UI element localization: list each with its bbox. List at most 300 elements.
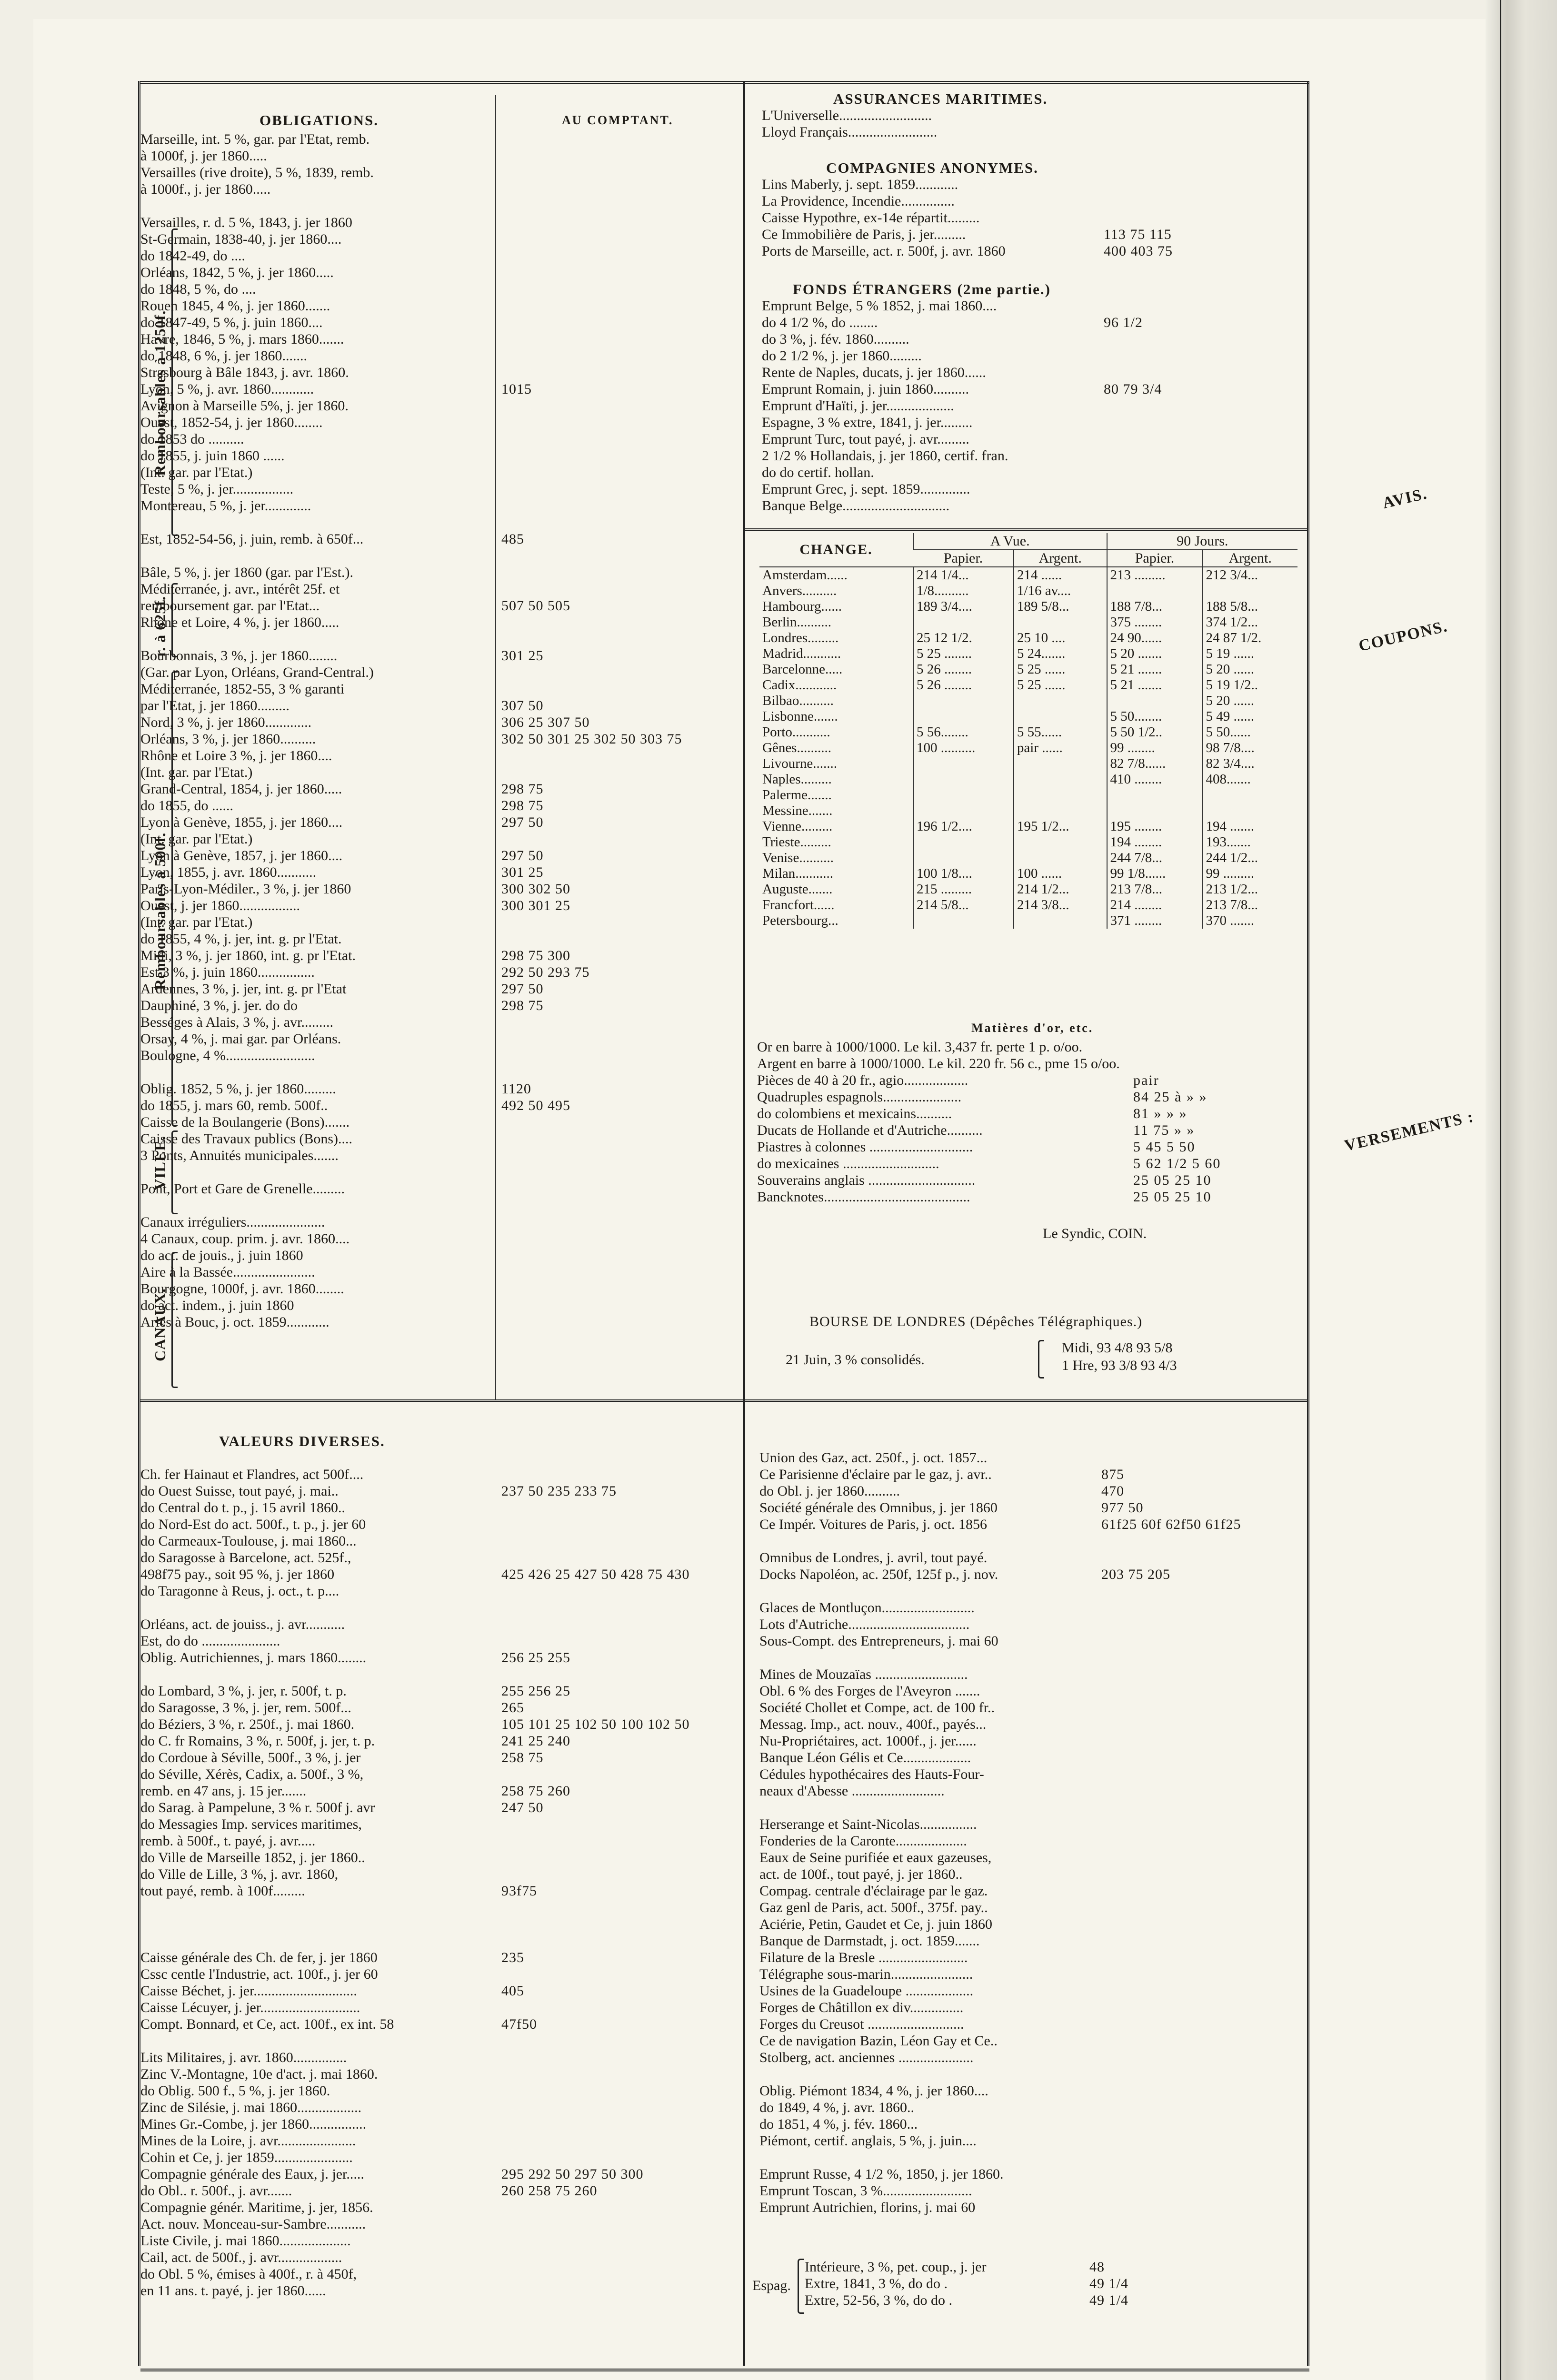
list-row	[140, 198, 682, 214]
list-row	[140, 2232, 690, 2249]
list-row	[759, 1483, 1241, 1499]
change-rate	[913, 615, 1014, 630]
espagne-list	[805, 2259, 1128, 2309]
row-label: do 1848, 6 %, j. jer 1860.......	[140, 348, 307, 364]
metal-label: Argent en barre à 1000/1000. Le kil. 220 fr. 56 c., pme 15 o/oo.	[757, 1056, 1120, 1071]
change-rate: 100 ......	[1014, 866, 1107, 882]
row-label: Emprunt Autrichien, florins, j. mai 60	[759, 2200, 976, 2215]
list-row	[140, 314, 682, 331]
change-row	[759, 882, 1298, 897]
metal-value: 81 » » »	[1133, 1106, 1188, 1121]
row-label: Zinc de Silésie, j. mai 1860..................	[140, 2100, 362, 2115]
espagne-brace	[798, 2259, 804, 2314]
change-row	[759, 897, 1298, 913]
au-comptant-heading: AU COMPTANT.	[562, 113, 674, 127]
r-625-label: r. à 625f.	[151, 596, 169, 657]
list-row	[140, 2249, 690, 2266]
change-city: Gênes..........	[762, 740, 831, 755]
row-label: Mines de la Loire, j. avr......................	[140, 2133, 356, 2149]
row-label: Banque Léon Gélis et Ce...................	[759, 1750, 971, 1765]
list-row	[140, 1147, 682, 1164]
londres-midi: Midi, 93 4/8 93 5/8	[1062, 1340, 1173, 1356]
list-row	[759, 1899, 1241, 1916]
londres-heading: BOURSE DE LONDRES (Dépêches Télégraphiques.)	[809, 1314, 1143, 1329]
row-label: Stolberg, act. anciennes .....................	[759, 2050, 974, 2065]
metal-row	[757, 1089, 1221, 1105]
change-rate: 5 19 ......	[1203, 646, 1298, 662]
row-label: Bâle, 5 %, j. jer 1860 (gar. par l'Est.).	[140, 565, 353, 580]
list-row	[140, 431, 682, 447]
list-row	[140, 464, 682, 481]
row-label: Espagne, 3 % extre, 1841, j. jer.........	[762, 415, 973, 430]
consolides-line: 21 Juin, 3 % consolidés.	[786, 1352, 925, 1368]
row-label: Union des Gaz, act. 250f., j. oct. 1857...	[759, 1450, 988, 1466]
change-rate: 5 25 ......	[1014, 662, 1107, 677]
row-value: 203 75 205	[1101, 1567, 1170, 1582]
row-value: 977 50	[1101, 1500, 1144, 1516]
list-row	[140, 231, 682, 248]
row-label: do 4 1/2 %, do ........	[762, 315, 878, 330]
list-row	[805, 2275, 1128, 2292]
list-row	[140, 364, 682, 381]
change-rate	[913, 787, 1014, 803]
list-row	[762, 193, 1173, 209]
list-row	[140, 2182, 690, 2199]
metal-row	[757, 1139, 1221, 1155]
row-label: Lyon, 5 %, j. avr. 1860............	[140, 381, 314, 397]
list-row	[140, 1031, 682, 1047]
list-row	[762, 314, 1162, 331]
row-label: Lyon à Genève, 1857, j. jer 1860....	[140, 848, 343, 863]
list-row	[140, 597, 682, 614]
change-rate: 5 21 .......	[1107, 662, 1203, 677]
row-label: remb. en 47 ans, j. 15 jer.......	[140, 1783, 307, 1799]
metal-label: Or en barre à 1000/1000. Le kil. 3,437 fr. perte 1 p. o/oo.	[757, 1039, 1083, 1055]
row-label: Bességes à Alais, 3 %, j. avr.........	[140, 1014, 333, 1030]
row-label: do 1848, 5 %, do ....	[140, 281, 256, 297]
list-row	[140, 131, 682, 148]
change-rate: 214 3/8...	[1014, 897, 1107, 913]
list-row	[140, 414, 682, 431]
row-label: do 1855, do ......	[140, 798, 233, 813]
row-label: do 1842-49, do ....	[140, 248, 245, 264]
row-value: 297 50	[501, 848, 544, 863]
list-row	[759, 2066, 1241, 2082]
row-label: Emprunt d'Haïti, j. jer...................	[762, 398, 954, 414]
row-label: do act. indem., j. juin 1860	[140, 1298, 294, 1313]
list-row	[140, 1733, 690, 1749]
metal-value: pair	[1133, 1072, 1159, 1088]
list-row	[759, 1749, 1241, 1766]
row-label: act. de 100f., tout payé, j. jer 1860..	[759, 1866, 963, 1882]
row-label: Oblig. Autrichiennes, j. mars 1860........	[140, 1650, 367, 1666]
change-row	[759, 567, 1298, 583]
row-label: Marseille, int. 5 %, gar. par l'Etat, remb.	[140, 131, 370, 147]
row-value: 295 292 50 297 50 300	[501, 2166, 644, 2182]
change-rate: 189 3/4....	[913, 599, 1014, 615]
list-row	[140, 831, 682, 847]
row-label: do Taragonne à Reus, j. oct., t. p....	[140, 1583, 339, 1599]
row-label: Compagnie génér. Maritime, j. jer, 1856.	[140, 2200, 373, 2215]
row-value: 241 25 240	[501, 1733, 570, 1749]
list-row	[140, 2066, 690, 2082]
change-rate: 5 20 .......	[1107, 646, 1203, 662]
metals-list	[757, 1039, 1221, 1205]
row-label: Nord, 3 %, j. jer 1860.............	[140, 714, 312, 730]
change-rate: 374 1/2...	[1203, 615, 1298, 630]
change-rate: 370 .......	[1203, 913, 1298, 929]
change-row	[759, 583, 1298, 599]
list-row	[140, 731, 682, 747]
list-row	[140, 647, 682, 664]
a-vue-heading: A Vue.	[913, 533, 1107, 550]
row-value: 298 75	[501, 781, 544, 797]
row-label: Havre, 1846, 5 %, j. mars 1860.......	[140, 331, 344, 347]
row-value: 47f50	[501, 2016, 537, 2032]
row-label: do Saragosse, 3 %, j. jer, rem. 500f...	[140, 1700, 351, 1716]
row-label: Mines de Mouzaïas ..........................	[759, 1666, 968, 1682]
change-rate	[1014, 772, 1107, 787]
change-rate: 375 ........	[1107, 615, 1203, 630]
list-row	[140, 914, 682, 931]
list-row	[140, 2033, 690, 2049]
change-rate	[913, 834, 1014, 850]
change-row	[759, 850, 1298, 866]
valeurs-left-list	[140, 1466, 690, 2299]
row-label: Caisse Béchet, j. jer.............................	[140, 1983, 357, 1999]
list-row	[140, 1549, 690, 1566]
londres-heure: 1 Hre, 93 3/8 93 4/3	[1062, 1358, 1177, 1373]
list-row	[762, 243, 1173, 259]
row-label: (Gar. par Lyon, Orléans, Grand-Central.)	[140, 664, 374, 680]
change-rate: 214 ......	[1014, 567, 1107, 583]
valeurs-heading: VALEURS DIVERSES.	[219, 1433, 385, 1449]
row-label: (Int. gar. par l'Etat.)	[140, 465, 253, 480]
change-rate	[913, 803, 1014, 819]
list-row	[805, 2292, 1128, 2309]
list-row	[759, 1433, 1241, 1449]
list-row	[140, 2216, 690, 2232]
row-label: Pont, Port et Gare de Grenelle.........	[140, 1181, 345, 1197]
row-value: 425 426 25 427 50 428 75 430	[501, 1567, 690, 1582]
row-label: Orléans, act. de jouiss., j. avr...........	[140, 1616, 345, 1632]
list-row	[140, 614, 682, 631]
list-row	[140, 881, 682, 897]
list-row	[140, 1314, 682, 1330]
change-rate: 100 1/8....	[913, 866, 1014, 882]
row-value: 301 25	[501, 864, 544, 880]
list-row	[140, 1197, 682, 1214]
change-rate: 193.......	[1203, 834, 1298, 850]
row-value: 492 50 495	[501, 1098, 570, 1113]
row-label: Ch. fer Hainaut et Flandres, act 500f....	[140, 1467, 364, 1482]
row-label: do Central do t. p., j. 15 avril 1860..	[140, 1500, 345, 1516]
change-city: Barcelonne.....	[762, 662, 843, 677]
row-label: Filature de la Bresle .........................	[759, 1950, 968, 1965]
row-label: Lyon, 1855, j. avr. 1860...........	[140, 864, 317, 880]
row-value: 61f25 60f 62f50 61f25	[1101, 1517, 1241, 1532]
change-row	[759, 803, 1298, 819]
list-row	[140, 1516, 690, 1533]
list-row	[140, 1783, 690, 1799]
list-row	[140, 1949, 690, 1966]
list-row	[759, 1683, 1241, 1699]
row-label: do Saragosse à Barcelone, act. 525f.,	[140, 1550, 351, 1566]
change-row	[759, 913, 1298, 929]
row-label: Lloyd Français.........................	[762, 124, 938, 140]
list-row	[140, 1966, 690, 1983]
change-rate: 214 5/8...	[913, 897, 1014, 913]
row-label: Mines Gr.-Combe, j. jer 1860................	[140, 2116, 367, 2132]
list-row	[140, 531, 682, 547]
list-row	[759, 1916, 1241, 1933]
list-row	[140, 248, 682, 264]
list-row	[140, 298, 682, 314]
row-label: Ce Impér. Voitures de Paris, j. oct. 1856	[759, 1517, 988, 1532]
metal-value: 5 62 1/2 5 60	[1133, 1156, 1221, 1171]
list-row	[140, 1616, 690, 1633]
change-rate: 189 5/8...	[1014, 599, 1107, 615]
row-label: Teste, 5 %, j. jer.................	[140, 481, 294, 497]
row-label: L'Universelle..........................	[762, 108, 932, 123]
list-row	[759, 2199, 1241, 2216]
row-label: Sous-Compt. des Entrepreneurs, j. mai 60	[759, 1633, 998, 1649]
change-rate: 5 26 ........	[913, 677, 1014, 693]
row-label: do Sarag. à Pampelune, 3 % r. 500f j. avr	[140, 1800, 375, 1815]
row-label: Act. nouv. Monceau-sur-Sambre...........	[140, 2216, 366, 2232]
change-city: Bilbao..........	[762, 693, 834, 708]
row-value: 297 50	[501, 981, 544, 997]
list-row	[762, 347, 1162, 364]
list-row	[140, 964, 682, 981]
list-row	[759, 2049, 1241, 2066]
change-city: Amsterdam......	[762, 567, 848, 583]
change-rate	[913, 850, 1014, 866]
row-value: 306 25 307 50	[501, 714, 590, 730]
list-row	[762, 414, 1162, 431]
list-row	[140, 1999, 690, 2016]
argent-heading-90: Argent.	[1203, 550, 1298, 567]
list-row	[140, 681, 682, 697]
change-rate: 1/8..........	[913, 583, 1014, 599]
change-city: Porto...........	[762, 724, 830, 740]
row-label: Intérieure, 3 %, pet. coup., j. jer	[805, 2259, 987, 2275]
obligations-list	[140, 131, 682, 1330]
list-row	[140, 1130, 682, 1147]
change-rate	[913, 772, 1014, 787]
row-value: 405	[501, 1983, 524, 1999]
row-label: do do certif. hollan.	[762, 465, 874, 480]
change-rate: 195 1/2...	[1014, 819, 1107, 834]
list-row	[140, 2199, 690, 2216]
row-label: Ce Immobilière de Paris, j. jer.........	[762, 227, 966, 242]
change-rate: 244 7/8...	[1107, 850, 1203, 866]
change-rate: 214 1/2...	[1014, 882, 1107, 897]
list-row	[140, 1749, 690, 1766]
row-label: do act. de jouis., j. juin 1860	[140, 1248, 303, 1263]
assurances-heading: ASSURANCES MARITIMES.	[833, 90, 1048, 107]
list-row	[759, 2033, 1241, 2049]
metal-row	[757, 1122, 1221, 1139]
change-city: Anvers..........	[762, 583, 837, 598]
row-value: 507 50 505	[501, 598, 570, 614]
coupons-heading: COUPONS.	[1357, 617, 1450, 655]
list-row	[140, 164, 682, 181]
row-label: Montereau, 5 %, j. jer.............	[140, 498, 311, 514]
list-row	[759, 1883, 1241, 1899]
row-value: 48	[1089, 2259, 1105, 2275]
row-label: Forges de Châtillon ex div...............	[759, 2000, 964, 2015]
list-row	[759, 1616, 1241, 1633]
change-rate: 188 5/8...	[1203, 599, 1298, 615]
fonds-list	[762, 298, 1162, 514]
right-margin	[1328, 76, 1476, 2361]
change-row	[759, 693, 1298, 709]
row-label: Lots d'Autriche..................................	[759, 1616, 970, 1632]
row-label: Oblig. Piémont 1834, 4 %, j. jer 1860....	[759, 2083, 988, 2099]
row-label: 2 1/2 % Hollandais, j. jer 1860, certif. fran.	[762, 448, 1008, 464]
change-rate: 214 1/4...	[913, 567, 1014, 583]
change-rate: 82 3/4....	[1203, 756, 1298, 772]
list-row	[140, 1064, 682, 1081]
row-value: 80 79 3/4	[1104, 381, 1162, 397]
change-rate: 100 ..........	[913, 740, 1014, 756]
list-row	[759, 1999, 1241, 2016]
list-row	[759, 1799, 1241, 1816]
list-row	[759, 1716, 1241, 1733]
row-label: Avignon à Marseille 5%, j. jer 1860.	[140, 398, 349, 414]
row-value: 292 50 293 75	[501, 964, 590, 980]
list-row	[759, 2182, 1241, 2199]
row-label: Piémont, certif. anglais, 5 %, j. juin....	[759, 2133, 977, 2149]
change-rate: 213 7/8...	[1203, 897, 1298, 913]
change-city: Londres.........	[762, 630, 839, 645]
change-heading: CHANGE.	[759, 533, 913, 567]
list-row	[140, 2149, 690, 2166]
row-label: do Messagies Imp. services maritimes,	[140, 1816, 362, 1832]
row-label: Gaz genl de Paris, act. 500f., 375f. pay..	[759, 1900, 988, 1915]
row-label: Emprunt Grec, j. sept. 1859..............	[762, 481, 970, 497]
row-label: Est, 1852-54-56, j. juin, remb. à 650f...	[140, 531, 364, 547]
list-row	[759, 1516, 1241, 1533]
list-row	[759, 1583, 1241, 1599]
change-rate: 213 7/8...	[1107, 882, 1203, 897]
list-row	[762, 481, 1162, 497]
row-label: Méditerranée, 1852-55, 3 % garanti	[140, 681, 345, 697]
row-value: 302 50 301 25 302 50 303 75	[501, 731, 682, 747]
row-value: 1120	[501, 1081, 531, 1097]
list-row	[140, 847, 682, 864]
metal-row	[757, 1072, 1221, 1089]
row-value: 265	[501, 1700, 524, 1716]
row-label: Compt. Bonnard, et Ce, act. 100f., ex int. 58	[140, 2016, 394, 2032]
list-row	[140, 2099, 690, 2116]
list-row	[759, 2166, 1241, 2182]
list-row	[140, 214, 682, 231]
list-row	[762, 364, 1162, 381]
list-row	[762, 107, 1104, 124]
change-rate	[913, 913, 1014, 929]
row-label: Est, do do ......................	[140, 1633, 280, 1649]
row-label: Forges du Creusot ...........................	[759, 2016, 964, 2032]
page-gutter	[1486, 0, 1557, 2380]
row-label: Rouen 1845, 4 %, j. jer 1860.......	[140, 298, 330, 314]
metal-row	[757, 1105, 1221, 1122]
list-row	[140, 447, 682, 464]
metal-label: Bancknotes.........................................	[757, 1189, 970, 1205]
row-value: 49 1/4	[1089, 2292, 1128, 2308]
argent-heading: Argent.	[1014, 550, 1107, 567]
row-label: Paris-Lyon-Médiler., 3 %, j. jer 1860	[140, 881, 351, 897]
change-row	[759, 646, 1298, 662]
change-rate	[1107, 787, 1203, 803]
row-label: do Béziers, 3 %, r. 250f., j. mai 1860.	[140, 1716, 355, 1732]
avis-heading: AVIS.	[1381, 485, 1429, 513]
list-row	[140, 931, 682, 947]
change-row	[759, 756, 1298, 772]
change-rate: 5 26 ........	[913, 662, 1014, 677]
row-label: Cssc centle l'Industrie, act. 100f., j. jer 60	[140, 1966, 378, 1982]
list-row	[762, 397, 1162, 414]
row-label: do Carmeaux-Toulouse, j. mai 1860...	[140, 1533, 357, 1549]
row-label: Est 3 %, j. juin 1860................	[140, 964, 315, 980]
list-row	[140, 331, 682, 347]
matieres-heading: Matières d'or, etc.	[971, 1021, 1094, 1035]
change-rate: 410 ........	[1107, 772, 1203, 787]
metal-label: do mexicaines ...........................	[757, 1156, 939, 1171]
change-rate: 24 90......	[1107, 630, 1203, 646]
change-rate: 98 7/8....	[1203, 740, 1298, 756]
change-rate	[1014, 615, 1107, 630]
remb-1250-label: Remboursables à 1250f.	[151, 310, 169, 476]
list-row	[140, 947, 682, 964]
row-label: Lins Maberly, j. sept. 1859............	[762, 177, 958, 192]
row-label: 498f75 pay., soit 95 %, j. jer 1860	[140, 1567, 335, 1582]
list-row	[759, 1666, 1241, 1683]
list-row	[759, 1766, 1241, 1783]
change-row	[759, 599, 1298, 615]
change-rate: 5 50......	[1203, 724, 1298, 740]
row-label: Arles à Bouc, j. oct. 1859............	[140, 1314, 329, 1330]
change-rate: 5 21 .......	[1107, 677, 1203, 693]
list-row	[759, 2149, 1241, 2166]
change-rate: 5 19 1/2..	[1203, 677, 1298, 693]
change-rate: 244 1/2...	[1203, 850, 1298, 866]
list-row	[140, 2166, 690, 2182]
list-row	[759, 2116, 1241, 2132]
list-row	[140, 1916, 690, 1933]
list-row	[759, 1633, 1241, 1649]
row-label: Ce de navigation Bazin, Léon Gay et Ce..	[759, 2033, 998, 2049]
row-label: do 2 1/2 %, j. jer 1860.........	[762, 348, 922, 364]
metal-value: 25 05 25 10	[1133, 1172, 1212, 1188]
list-row	[140, 1683, 690, 1699]
row-label: La Providence, Incendie...............	[762, 193, 955, 209]
metal-label: Quadruples espagnols......................	[757, 1089, 962, 1105]
row-label: Glaces de Montluçon..........................	[759, 1600, 975, 1616]
list-row	[140, 2116, 690, 2132]
row-label: do Nord-Est do act. 500f., t. p., j. jer 60	[140, 1517, 366, 1532]
list-row	[140, 497, 682, 514]
row-label: do 1853 do ..........	[140, 431, 244, 447]
row-label: do 1847-49, 5 %, j. juin 1860....	[140, 315, 323, 330]
row-value: 300 301 25	[501, 898, 570, 913]
row-value: 875	[1101, 1467, 1124, 1482]
row-label: 3 Ponts, Annuités municipales.......	[140, 1148, 339, 1163]
assurances-list	[762, 107, 1104, 140]
change-rate: 214 ........	[1107, 897, 1203, 913]
list-row	[762, 226, 1173, 243]
